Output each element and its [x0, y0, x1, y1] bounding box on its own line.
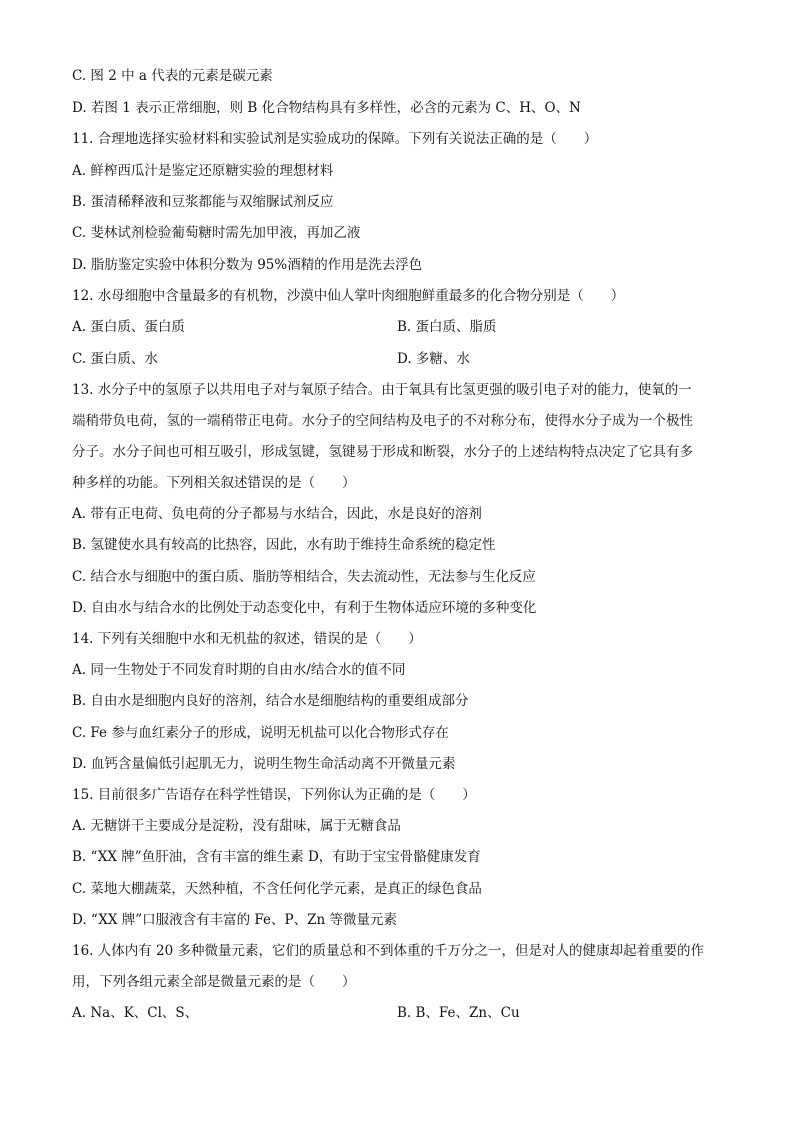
option-b-q16: B. B、Fe、Zn、Cu	[397, 1005, 520, 1021]
option-a-q13: A. 带有正电荷、负电荷的分子都易与水结合，因此，水是良好的溶剂	[72, 506, 482, 522]
question-11: 11. 合理地选择实验材料和实验试剂是实验成功的保障。下列有关说法正确的是（ ）	[72, 131, 598, 147]
option-b-q12: B. 蛋白质、脂质	[397, 319, 497, 335]
option-d-q10: D. 若图 1 表示正常细胞，则 B 化合物结构具有多样性，必含的元素为 C、H、O、N	[72, 100, 581, 116]
question-13-line-2: 端稍带负电荷，氢的一端稍带正电荷。水分子的空间结构及电子的不对称分布，使得水分子成为一个极性	[72, 413, 693, 429]
option-d-q13: D. 自由水与结合水的比例处于动态变化中，有利于生物体适应环境的多种变化	[72, 600, 537, 616]
option-d-q12: D. 多糖、水	[397, 351, 470, 367]
question-14: 14. 下列有关细胞中水和无机盐的叙述，错误的是（ ）	[72, 631, 422, 647]
option-c-q10: C. 图 2 中 a 代表的元素是碳元素	[72, 68, 273, 84]
option-b-q15: B. “XX 牌”鱼肝油，含有丰富的维生素 D，有助于宝宝骨骼健康发育	[72, 849, 481, 865]
option-d-q15: D. “XX 牌”口服液含有丰富的 Fe、P、Zn 等微量元素	[72, 912, 397, 928]
option-c-q13: C. 结合水与细胞中的蛋白质、脂肪等相结合，失去流动性，无法参与生化反应	[72, 569, 536, 585]
option-c-q11: C. 斐林试剂检验葡萄糖时需先加甲液，再加乙液	[72, 225, 361, 241]
option-b-q11: B. 蛋清稀释液和豆浆都能与双缩脲试剂反应	[72, 194, 334, 210]
option-a-q16: A. Na、K、Cl、S、	[72, 1005, 199, 1021]
question-12: 12. 水母细胞中含量最多的有机物，沙漠中仙人掌叶肉细胞鲜重最多的化合物分别是（ ）	[72, 288, 625, 304]
option-a-q15: A. 无糖饼干主要成分是淀粉，没有甜味，属于无糖食品	[72, 818, 401, 834]
option-c-q12: C. 蛋白质、水	[72, 351, 158, 367]
option-d-q14: D. 血钙含量偏低引起肌无力，说明生物生命活动离不开微量元素	[72, 756, 456, 772]
question-13-line-4: 种多样的功能。下列相关叙述错误的是（ ）	[72, 475, 356, 491]
question-16-line-1: 16. 人体内有 20 多种微量元素，它们的质量总和不到体重的千万分之一，但是对人的健康却起着重要的作	[72, 943, 705, 959]
option-b-q14: B. 自由水是细胞内良好的溶剂，结合水是细胞结构的重要组成部分	[72, 693, 469, 709]
question-13-line-3: 分子。水分子间也可相互吸引，形成氢键，氢键易于形成和断裂，水分子的上述结构特点决定了它具有多	[72, 444, 693, 460]
option-c-q15: C. 菜地大棚蔬菜，天然种植，不含任何化学元素，是真正的绿色食品	[72, 881, 482, 897]
option-b-q13: B. 氢键使水具有较高的比热容，因此，水有助于维持生命系统的稳定性	[72, 537, 496, 553]
option-c-q14: C. Fe 参与血红素分子的形成，说明无机盐可以化合物形式存在	[72, 725, 449, 741]
option-a-q14: A. 同一生物处于不同发育时期的自由水/结合水的值不同	[72, 662, 406, 678]
question-13-line-1: 13. 水分子中的氢原子以共用电子对与氧原子结合。由于氧具有比氢更强的吸引电子对的能力，使氧的一	[72, 382, 692, 398]
question-16-line-2: 用，下列各组元素全部是微量元素的是（ ）	[72, 974, 356, 990]
option-d-q11: D. 脂肪鉴定实验中体积分数为 95%酒精的作用是洗去浮色	[72, 257, 423, 273]
option-a-q12: A. 蛋白质、蛋白质	[72, 319, 185, 335]
question-15: 15. 目前很多广告语存在科学性错误，下列你认为正确的是（ ）	[72, 787, 476, 803]
option-a-q11: A. 鲜榨西瓜汁是鉴定还原糖实验的理想材料	[72, 163, 334, 179]
